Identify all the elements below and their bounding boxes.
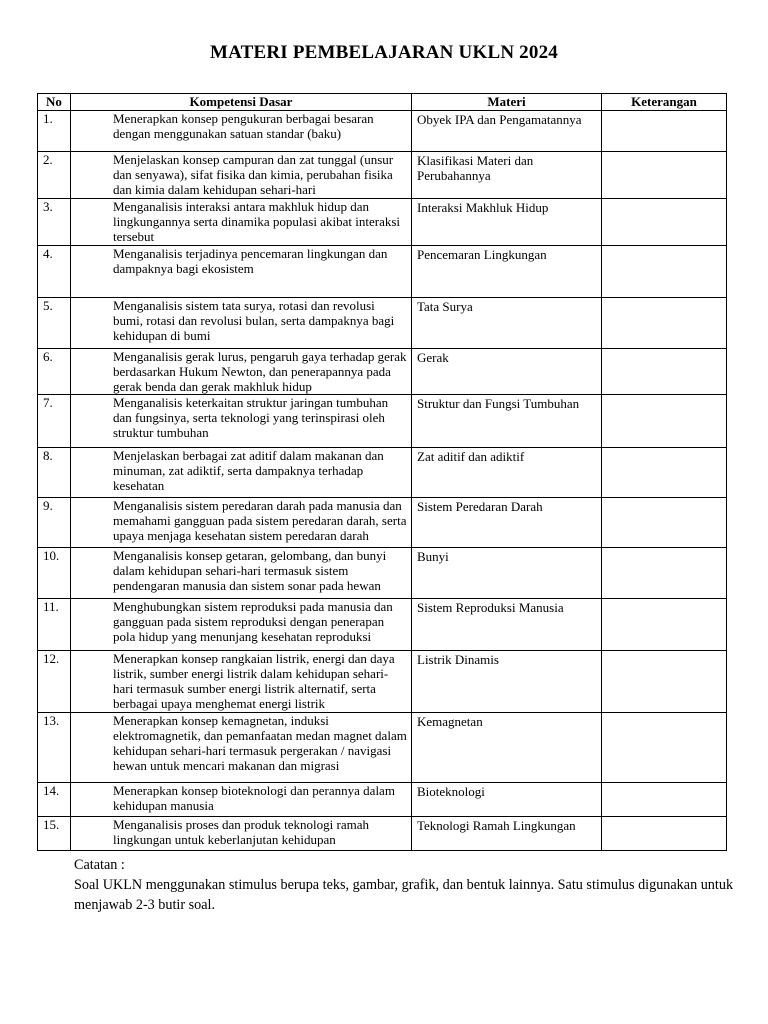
row-kompetensi-dasar: Menganalisis proses dan produk teknologi ramah lingkungan untuk keberlanjutan kehidupan xyxy=(71,817,412,851)
table-row xyxy=(38,448,727,498)
row-kompetensi-dasar: Menjelaskan konsep campuran dan zat tunggal (unsur dan senyawa), sifat fisika dan kimia, perubahan fisika dan kimia dalam kehidupan sehari-hari xyxy=(71,152,412,199)
table-row xyxy=(38,817,727,851)
row-number: 7. xyxy=(38,395,71,448)
row-kompetensi-dasar: Menganalisis konsep getaran, gelombang, dan bunyi dalam kehidupan sehari-hari termasuk sistem pendengaran manusia dan sistem sonar pada hewan xyxy=(71,548,412,599)
row-keterangan xyxy=(602,783,727,817)
row-materi: Struktur dan Fungsi Tumbuhan xyxy=(412,395,602,448)
notes-section xyxy=(74,855,734,915)
row-materi: Zat aditif dan adiktif xyxy=(412,448,602,498)
header-kompetensi-dasar: Kompetensi Dasar xyxy=(71,94,412,111)
table-header-row xyxy=(38,94,727,111)
row-number: 9. xyxy=(38,498,71,548)
row-number: 13. xyxy=(38,713,71,783)
row-keterangan xyxy=(602,349,727,395)
row-kompetensi-dasar: Menerapkan konsep rangkaian listrik, energi dan daya listrik, sumber energi listrik dalam kehidupan sehari-hari termasuk sumber energi listrik alternatif, serta berbagai upaya menghemat energi listrik xyxy=(71,651,412,713)
row-keterangan xyxy=(602,111,727,152)
row-number: 10. xyxy=(38,548,71,599)
table-row xyxy=(38,395,727,448)
row-kompetensi-dasar: Menganalisis gerak lurus, pengaruh gaya terhadap gerak berdasarkan Hukum Newton, dan penerapannya pada gerak benda dan gerak makhluk hidup xyxy=(71,349,412,395)
row-number: 4. xyxy=(38,246,71,298)
row-materi: Gerak xyxy=(412,349,602,395)
row-materi: Obyek IPA dan Pengamatannya xyxy=(412,111,602,152)
table-row xyxy=(38,498,727,548)
row-keterangan xyxy=(602,298,727,349)
table-row xyxy=(38,599,727,651)
row-number: 15. xyxy=(38,817,71,851)
row-kompetensi-dasar: Menganalisis interaksi antara makhluk hidup dan lingkungannya serta dinamika populasi akibat interaksi tersebut xyxy=(71,199,412,246)
row-materi: Listrik Dinamis xyxy=(412,651,602,713)
row-kompetensi-dasar: Menghubungkan sistem reproduksi pada manusia dan gangguan pada sistem reproduksi dengan penerapan pola hidup yang menunjang kesehatan reproduksi xyxy=(71,599,412,651)
row-keterangan xyxy=(602,199,727,246)
row-keterangan xyxy=(602,599,727,651)
row-kompetensi-dasar: Menganalisis keterkaitan struktur jaringan tumbuhan dan fungsinya, serta teknologi yang terinspirasi oleh struktur tumbuhan xyxy=(71,395,412,448)
row-materi: Bunyi xyxy=(412,548,602,599)
row-materi: Tata Surya xyxy=(412,298,602,349)
table-row xyxy=(38,246,727,298)
row-materi: Sistem Reproduksi Manusia xyxy=(412,599,602,651)
row-keterangan xyxy=(602,395,727,448)
table-row xyxy=(38,152,727,199)
table-row xyxy=(38,783,727,817)
row-kompetensi-dasar: Menerapkan konsep pengukuran berbagai besaran dengan menggunakan satuan standar (baku) xyxy=(71,111,412,152)
row-materi: Pencemaran Lingkungan xyxy=(412,246,602,298)
row-materi: Sistem Peredaran Darah xyxy=(412,498,602,548)
row-materi: Klasifikasi Materi dan Perubahannya xyxy=(412,152,602,199)
row-number: 6. xyxy=(38,349,71,395)
table-row xyxy=(38,651,727,713)
row-keterangan xyxy=(602,246,727,298)
row-keterangan xyxy=(602,498,727,548)
row-keterangan xyxy=(602,651,727,713)
header-no: No xyxy=(38,94,71,111)
row-kompetensi-dasar: Menganalisis sistem peredaran darah pada manusia dan memahami gangguan pada sistem peredaran darah, serta upaya menjaga kesehatan sistem peredaran darah xyxy=(71,498,412,548)
table-row xyxy=(38,713,727,783)
row-number: 14. xyxy=(38,783,71,817)
row-number: 12. xyxy=(38,651,71,713)
notes-text: Soal UKLN menggunakan stimulus berupa teks, gambar, grafik, dan bentuk lainnya. Satu stimulus digunakan untuk menjawab 2-3 butir soal. xyxy=(74,877,734,913)
header-materi: Materi xyxy=(412,94,602,111)
row-kompetensi-dasar: Menjelaskan berbagai zat aditif dalam makanan dan minuman, zat adiktif, serta dampaknya terhadap kesehatan xyxy=(71,448,412,498)
row-materi: Teknologi Ramah Lingkungan xyxy=(412,817,602,851)
table-row xyxy=(38,111,727,152)
row-number: 11. xyxy=(38,599,71,651)
row-number: 3. xyxy=(38,199,71,246)
row-number: 8. xyxy=(38,448,71,498)
table-row xyxy=(38,548,727,599)
table-row xyxy=(38,199,727,246)
page-title: MATERI PEMBELAJARAN UKLN 2024 xyxy=(210,42,558,63)
row-kompetensi-dasar: Menganalisis sistem tata surya, rotasi dan revolusi bumi, rotasi dan revolusi bulan, serta dampaknya bagi kehidupan di bumi xyxy=(71,298,412,349)
row-keterangan xyxy=(602,817,727,851)
table-row xyxy=(38,349,727,395)
row-kompetensi-dasar: Menerapkan konsep kemagnetan, induksi elektromagnetik, dan pemanfaatan medan magnet dalam kehidupan sehari-hari termasuk pergerakan / navigasi hewan untuk mencari makanan dan migrasi xyxy=(71,713,412,783)
row-keterangan xyxy=(602,152,727,199)
row-number: 2. xyxy=(38,152,71,199)
materi-table xyxy=(37,93,727,851)
header-keterangan: Keterangan xyxy=(602,94,727,111)
row-keterangan xyxy=(602,713,727,783)
row-kompetensi-dasar: Menganalisis terjadinya pencemaran lingkungan dan dampaknya bagi ekosistem xyxy=(71,246,412,298)
notes-heading: Catatan : xyxy=(74,857,125,873)
row-number: 5. xyxy=(38,298,71,349)
row-keterangan xyxy=(602,448,727,498)
row-materi: Interaksi Makhluk Hidup xyxy=(412,199,602,246)
row-materi: Kemagnetan xyxy=(412,713,602,783)
row-materi: Bioteknologi xyxy=(412,783,602,817)
table-row xyxy=(38,298,727,349)
row-keterangan xyxy=(602,548,727,599)
row-number: 1. xyxy=(38,111,71,152)
row-kompetensi-dasar: Menerapkan konsep bioteknologi dan perannya dalam kehidupan manusia xyxy=(71,783,412,817)
